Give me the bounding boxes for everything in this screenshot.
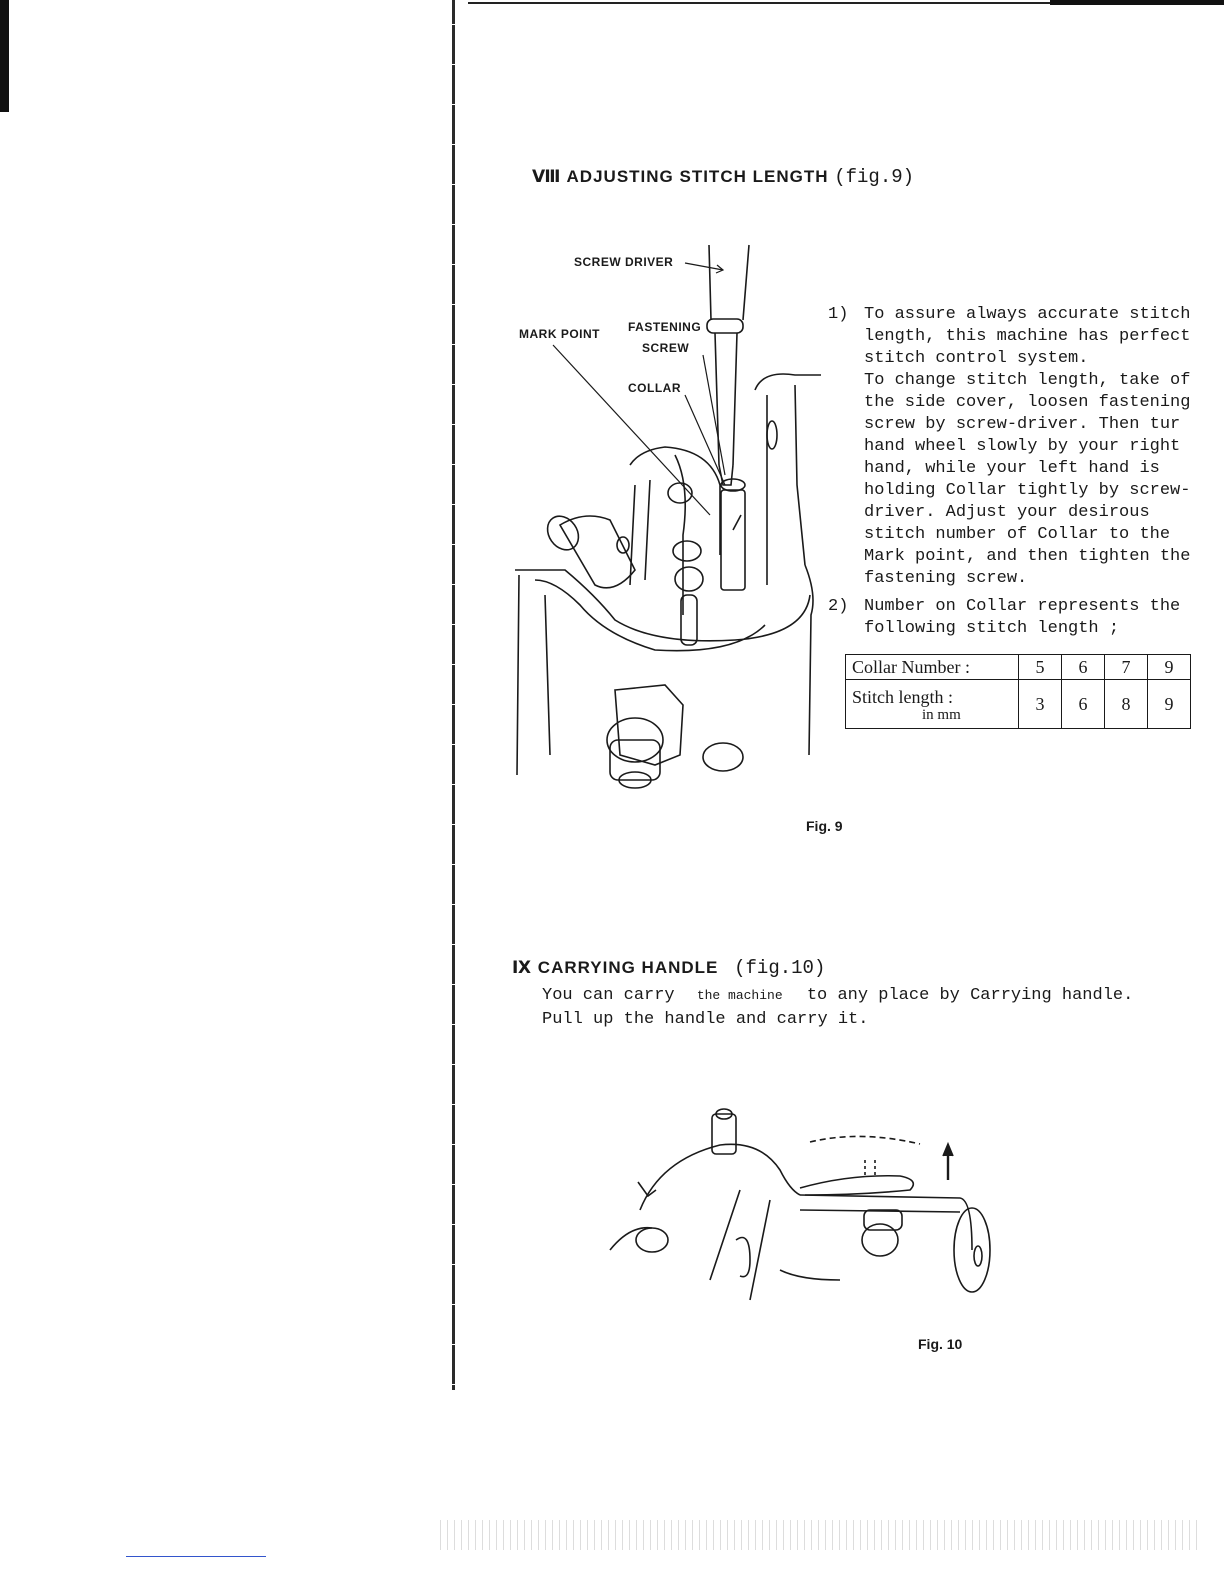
row-header-unit: in mm xyxy=(922,706,961,723)
label-screw: SCREW xyxy=(642,341,690,355)
bottom-knob xyxy=(615,685,683,765)
label-collar: COLLAR xyxy=(628,381,681,395)
table-cell: 9 xyxy=(1148,655,1191,680)
table-cell: 6 xyxy=(1062,680,1105,729)
collar-ring xyxy=(721,490,745,590)
section-title: ADJUSTING STITCH LENGTH xyxy=(566,167,829,186)
section-numeral: Ⅸ xyxy=(512,958,533,977)
text-line: following stitch length ; xyxy=(864,619,1120,638)
section-title: CARRYING HANDLE xyxy=(537,958,719,977)
text-line: To assure always accurate stitch xyxy=(864,305,1191,324)
text-line: hand wheel slowly by your right xyxy=(864,437,1181,456)
binding-margin-line xyxy=(452,0,455,1390)
spool-pin xyxy=(712,1114,736,1154)
text-line: Number on Collar represents the xyxy=(864,597,1181,616)
text-line: the side cover, loosen fastening xyxy=(864,393,1191,412)
casting-hole xyxy=(767,421,777,449)
scan-edge-mark xyxy=(0,0,9,112)
left-knob xyxy=(636,1228,668,1252)
table-cell: 8 xyxy=(1105,680,1148,729)
bowl-rim xyxy=(515,570,810,641)
text-line: To change stitch length, take of xyxy=(864,371,1191,390)
screwdriver-blade xyxy=(715,333,737,465)
row-header-label: Stitch length : xyxy=(852,686,953,707)
page-bottom-rule xyxy=(126,1556,266,1557)
table-cell: 3 xyxy=(1019,680,1062,729)
machine-arm-top xyxy=(800,1195,972,1250)
text-line: stitch number of Collar to the xyxy=(864,525,1171,544)
text-line: holding Collar tightly by screw- xyxy=(864,481,1191,500)
label-screw-driver: SCREW DRIVER xyxy=(574,255,674,269)
table-row xyxy=(846,655,1191,680)
text-line: length, this machine has perfect xyxy=(864,327,1191,346)
top-rule-heavy xyxy=(1050,0,1224,5)
instruction-item-2 xyxy=(828,596,1190,640)
text-segment: to any place by Carrying handle. xyxy=(806,986,1134,1005)
item-number: 1) xyxy=(828,305,849,324)
label-mark-point: MARK POINT xyxy=(519,327,600,341)
figure-reference: (fig.9) xyxy=(834,166,915,188)
screwdriver-shaft xyxy=(709,245,749,320)
row-header xyxy=(846,680,1019,729)
screwdriver-ferrule xyxy=(707,319,743,333)
fig10-caption: Fig. 10 xyxy=(918,1336,963,1352)
label-fastening: FASTENING xyxy=(628,320,702,334)
carrying-text xyxy=(542,984,1133,1032)
side-cover-plug xyxy=(703,743,743,771)
row-header: Collar Number : xyxy=(846,655,1019,680)
text-line: screw by screw-driver. Then tur xyxy=(864,415,1181,434)
instructions xyxy=(828,304,1190,640)
section-viii-heading xyxy=(532,166,914,188)
fastening-screw-leader xyxy=(703,355,725,475)
text-line: Pull up the handle and carry it. xyxy=(542,1010,869,1029)
table-cell: 7 xyxy=(1105,655,1148,680)
table-row xyxy=(846,680,1191,729)
mark-point-leader xyxy=(553,345,710,515)
casting-right-edge xyxy=(805,565,813,755)
table-cell: 5 xyxy=(1019,655,1062,680)
cam-top xyxy=(630,447,720,555)
text-segment: the machine xyxy=(696,988,783,1003)
text-line xyxy=(542,984,1133,1008)
text-line: driver. Adjust your desirous xyxy=(864,503,1150,522)
figure-reference: (fig.10) xyxy=(734,957,826,979)
text-segment: You can carry xyxy=(542,986,675,1005)
bowl-walls xyxy=(517,575,550,775)
carrying-handle xyxy=(800,1176,913,1195)
text-line: Mark point, and then tighten the xyxy=(864,547,1191,566)
instruction-item-1 xyxy=(828,304,1190,590)
section-ix-heading xyxy=(512,957,825,979)
fig9-caption: Fig. 9 xyxy=(806,818,843,834)
table-cell: 6 xyxy=(1062,655,1105,680)
table-cell: 9 xyxy=(1148,680,1191,729)
text-line: fastening screw. xyxy=(864,569,1028,588)
handle-raised-position xyxy=(810,1136,920,1144)
text-line: hand, while your left hand is xyxy=(864,459,1160,478)
text-line: stitch control system. xyxy=(864,349,1089,368)
section-numeral: Ⅷ xyxy=(532,167,562,186)
scan-noise xyxy=(440,1520,1200,1550)
collar-table xyxy=(845,654,1191,729)
item-number: 2) xyxy=(828,597,849,616)
fig10-illustration xyxy=(600,1100,1000,1310)
needle-arm xyxy=(560,516,635,588)
casting-top xyxy=(755,374,821,390)
